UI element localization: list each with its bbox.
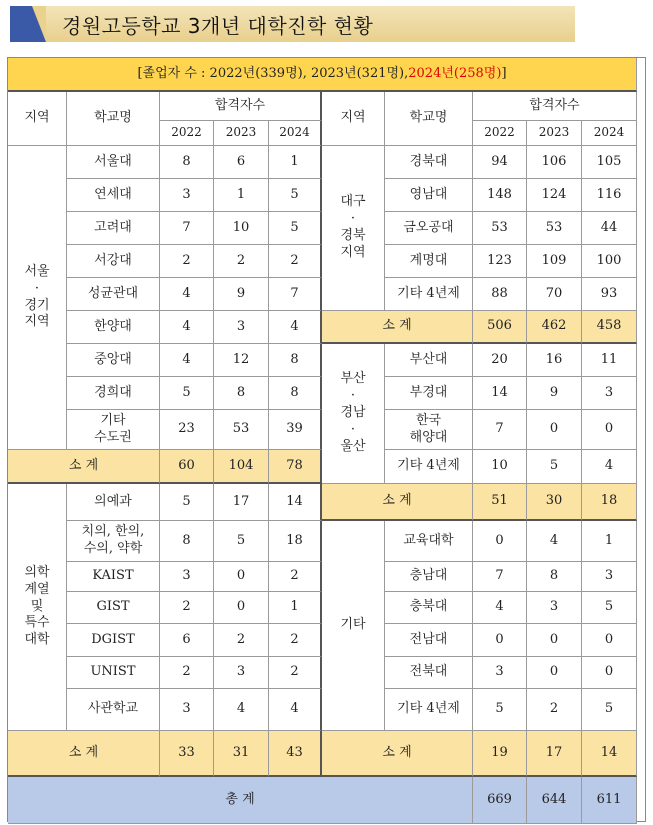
value-cell: 2 bbox=[269, 245, 322, 278]
school-name: 경희대 bbox=[67, 377, 160, 410]
value-cell: 44 bbox=[582, 212, 637, 245]
value-cell: 4 bbox=[269, 311, 322, 344]
value-cell: 7 bbox=[160, 212, 214, 245]
value-cell: 8 bbox=[214, 377, 269, 410]
subtotal-value: 31 bbox=[214, 731, 269, 777]
value-cell: 3 bbox=[214, 657, 269, 689]
school-name: 영남대 bbox=[385, 179, 473, 212]
value-cell: 1 bbox=[269, 146, 322, 179]
value-cell: 39 bbox=[269, 410, 322, 450]
value-cell: 6 bbox=[160, 624, 214, 657]
value-cell: 8 bbox=[269, 344, 322, 377]
value-cell: 1 bbox=[269, 592, 322, 624]
value-cell: 6 bbox=[214, 146, 269, 179]
value-cell: 3 bbox=[214, 311, 269, 344]
value-cell: 5 bbox=[269, 212, 322, 245]
value-cell: 2 bbox=[214, 245, 269, 278]
value-cell: 123 bbox=[473, 245, 527, 278]
value-cell: 5 bbox=[527, 450, 582, 484]
value-cell: 0 bbox=[527, 657, 582, 689]
value-cell: 88 bbox=[473, 278, 527, 311]
subtotal-label: 소 계 bbox=[322, 731, 473, 777]
value-cell: 94 bbox=[473, 146, 527, 179]
value-cell: 3 bbox=[160, 179, 214, 212]
subtotal-label: 소 계 bbox=[8, 450, 160, 484]
value-cell: 124 bbox=[527, 179, 582, 212]
value-cell: 0 bbox=[473, 624, 527, 657]
school-name: 서강대 bbox=[67, 245, 160, 278]
subtotal-value: 17 bbox=[527, 731, 582, 777]
value-cell: 3 bbox=[527, 592, 582, 624]
page-title: 경원고등학교 3개년 대학진학 현황 bbox=[62, 14, 374, 38]
school-name: 금오공대 bbox=[385, 212, 473, 245]
school-name: 고려대 bbox=[67, 212, 160, 245]
value-cell: 148 bbox=[473, 179, 527, 212]
value-cell: 8 bbox=[160, 146, 214, 179]
value-cell: 0 bbox=[582, 657, 637, 689]
value-cell: 8 bbox=[269, 377, 322, 410]
value-cell: 8 bbox=[160, 521, 214, 562]
value-cell: 0 bbox=[214, 562, 269, 592]
graduates-2024-highlight: 2024년(258명) bbox=[408, 65, 502, 81]
value-cell: 0 bbox=[527, 624, 582, 657]
value-cell: 10 bbox=[473, 450, 527, 484]
graduates-summary bbox=[8, 58, 637, 92]
value-cell: 0 bbox=[473, 521, 527, 562]
value-cell: 2 bbox=[160, 657, 214, 689]
school-name: 기타 수도권 bbox=[67, 410, 160, 450]
value-cell: 3 bbox=[582, 377, 637, 410]
value-cell: 2 bbox=[269, 624, 322, 657]
value-cell: 93 bbox=[582, 278, 637, 311]
value-cell: 4 bbox=[214, 689, 269, 731]
school-name: KAIST bbox=[67, 562, 160, 592]
school-name: 성균관대 bbox=[67, 278, 160, 311]
value-cell: 7 bbox=[269, 278, 322, 311]
value-cell: 23 bbox=[160, 410, 214, 450]
subtotal-value: 14 bbox=[582, 731, 637, 777]
region-medical-special: 의학 계열 및 특수 대학 bbox=[8, 484, 67, 731]
header-year-left-2024: 2024 bbox=[269, 121, 322, 146]
value-cell: 3 bbox=[473, 657, 527, 689]
value-cell: 0 bbox=[582, 624, 637, 657]
value-cell: 18 bbox=[269, 521, 322, 562]
value-cell: 3 bbox=[160, 562, 214, 592]
value-cell: 2 bbox=[160, 245, 214, 278]
header-year-left-2022: 2022 bbox=[160, 121, 214, 146]
header-school-left: 학교명 bbox=[67, 92, 160, 146]
value-cell: 2 bbox=[269, 657, 322, 689]
grand-total-value: 644 bbox=[527, 777, 582, 824]
subtotal-value: 462 bbox=[527, 311, 582, 344]
value-cell: 4 bbox=[527, 521, 582, 562]
school-name: DGIST bbox=[67, 624, 160, 657]
subtotal-value: 506 bbox=[473, 311, 527, 344]
school-name: 충북대 bbox=[385, 592, 473, 624]
subtotal-label: 소 계 bbox=[322, 311, 473, 344]
school-name: 한국 해양대 bbox=[385, 410, 473, 450]
subtotal-value: 104 bbox=[214, 450, 269, 484]
region-daegu-gyeongbuk: 대구 · 경북 지역 bbox=[322, 146, 385, 311]
value-cell: 4 bbox=[582, 450, 637, 484]
school-name: UNIST bbox=[67, 657, 160, 689]
school-name: 치의, 한의, 수의, 약학 bbox=[67, 521, 160, 562]
value-cell: 2 bbox=[269, 562, 322, 592]
value-cell: 7 bbox=[473, 410, 527, 450]
value-cell: 1 bbox=[582, 521, 637, 562]
subtotal-value: 33 bbox=[160, 731, 214, 777]
header-year-left-2023: 2023 bbox=[214, 121, 269, 146]
subtotal-value: 19 bbox=[473, 731, 527, 777]
header-school-right: 학교명 bbox=[385, 92, 473, 146]
grand-total-label: 총 계 bbox=[8, 777, 473, 824]
region-seoul-gyeonggi: 서울 · 경기 지역 bbox=[8, 146, 67, 450]
school-name: 계명대 bbox=[385, 245, 473, 278]
value-cell: 5 bbox=[269, 179, 322, 212]
value-cell: 5 bbox=[160, 484, 214, 521]
value-cell: 53 bbox=[527, 212, 582, 245]
school-name: 충남대 bbox=[385, 562, 473, 592]
title-accent-block bbox=[10, 6, 46, 42]
grand-total-value: 669 bbox=[473, 777, 527, 824]
subtotal-value: 18 bbox=[582, 484, 637, 521]
value-cell: 53 bbox=[214, 410, 269, 450]
header-year-right-2024: 2024 bbox=[582, 121, 637, 146]
value-cell: 10 bbox=[214, 212, 269, 245]
value-cell: 8 bbox=[527, 562, 582, 592]
subtotal-value: 78 bbox=[269, 450, 322, 484]
header-admitted-left: 합격자수 bbox=[160, 92, 322, 121]
value-cell: 7 bbox=[473, 562, 527, 592]
value-cell: 5 bbox=[214, 521, 269, 562]
value-cell: 4 bbox=[269, 689, 322, 731]
value-cell: 70 bbox=[527, 278, 582, 311]
school-name: 서울대 bbox=[67, 146, 160, 179]
value-cell: 14 bbox=[269, 484, 322, 521]
value-cell: 9 bbox=[214, 278, 269, 311]
header-year-right-2023: 2023 bbox=[527, 121, 582, 146]
school-name: 한양대 bbox=[67, 311, 160, 344]
value-cell: 3 bbox=[160, 689, 214, 731]
value-cell: 1 bbox=[214, 179, 269, 212]
school-name: 중앙대 bbox=[67, 344, 160, 377]
value-cell: 16 bbox=[527, 344, 582, 377]
subtotal-value: 51 bbox=[473, 484, 527, 521]
header-year-right-2022: 2022 bbox=[473, 121, 527, 146]
school-name: 교육대학 bbox=[385, 521, 473, 562]
value-cell: 4 bbox=[473, 592, 527, 624]
school-name: 연세대 bbox=[67, 179, 160, 212]
subtotal-label: 소 계 bbox=[322, 484, 473, 521]
value-cell: 11 bbox=[582, 344, 637, 377]
subtotal-value: 30 bbox=[527, 484, 582, 521]
subtotal-value: 43 bbox=[269, 731, 322, 777]
admissions-table bbox=[7, 57, 646, 822]
value-cell: 53 bbox=[473, 212, 527, 245]
value-cell: 5 bbox=[473, 689, 527, 731]
header-region-right: 지역 bbox=[322, 92, 385, 146]
value-cell: 0 bbox=[527, 410, 582, 450]
value-cell: 2 bbox=[160, 592, 214, 624]
value-cell: 109 bbox=[527, 245, 582, 278]
region-other: 기타 bbox=[322, 521, 385, 731]
school-name: 전남대 bbox=[385, 624, 473, 657]
school-name: 기타 4년제 bbox=[385, 689, 473, 731]
value-cell: 100 bbox=[582, 245, 637, 278]
value-cell: 0 bbox=[582, 410, 637, 450]
value-cell: 4 bbox=[160, 311, 214, 344]
subtotal-value: 458 bbox=[582, 311, 637, 344]
grand-total-value: 611 bbox=[582, 777, 637, 824]
value-cell: 20 bbox=[473, 344, 527, 377]
value-cell: 5 bbox=[160, 377, 214, 410]
value-cell: 9 bbox=[527, 377, 582, 410]
school-name: 부경대 bbox=[385, 377, 473, 410]
value-cell: 0 bbox=[214, 592, 269, 624]
value-cell: 17 bbox=[214, 484, 269, 521]
graduates-suffix: ] bbox=[501, 65, 507, 81]
school-name: 기타 4년제 bbox=[385, 450, 473, 484]
header-region-left: 지역 bbox=[8, 92, 67, 146]
value-cell: 106 bbox=[527, 146, 582, 179]
school-name: 사관학교 bbox=[67, 689, 160, 731]
school-name: 경북대 bbox=[385, 146, 473, 179]
value-cell: 12 bbox=[214, 344, 269, 377]
value-cell: 116 bbox=[582, 179, 637, 212]
value-cell: 105 bbox=[582, 146, 637, 179]
value-cell: 5 bbox=[582, 689, 637, 731]
value-cell: 3 bbox=[582, 562, 637, 592]
region-busan-gyeongnam-ulsan: 부산 · 경남 · 울산 bbox=[322, 344, 385, 484]
value-cell: 4 bbox=[160, 344, 214, 377]
value-cell: 5 bbox=[582, 592, 637, 624]
value-cell: 14 bbox=[473, 377, 527, 410]
school-name: 의예과 bbox=[67, 484, 160, 521]
header-admitted-right: 합격자수 bbox=[473, 92, 637, 121]
graduates-prefix: [졸업자 수 : 2022년(339명), 2023년(321명), bbox=[137, 65, 409, 81]
subtotal-value: 60 bbox=[160, 450, 214, 484]
subtotal-label: 소 계 bbox=[8, 731, 160, 777]
value-cell: 4 bbox=[160, 278, 214, 311]
value-cell: 2 bbox=[527, 689, 582, 731]
school-name: 부산대 bbox=[385, 344, 473, 377]
school-name: 전북대 bbox=[385, 657, 473, 689]
school-name: 기타 4년제 bbox=[385, 278, 473, 311]
school-name: GIST bbox=[67, 592, 160, 624]
value-cell: 2 bbox=[214, 624, 269, 657]
